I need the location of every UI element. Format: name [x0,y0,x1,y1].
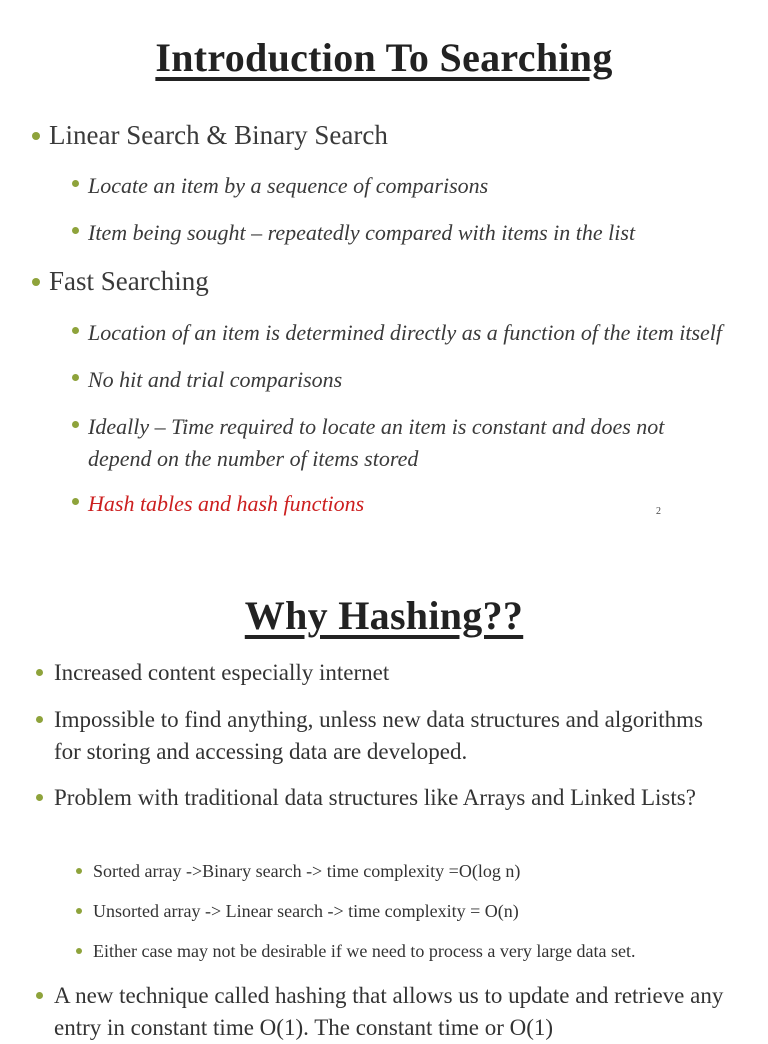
bullet-text: Problem with traditional data structures like Arrays and Linked Lists? [54,785,696,810]
bullet-icon [32,278,40,286]
bullet-icon [36,716,43,723]
bullet-icon [36,992,43,999]
sub-bullet-item [93,938,733,964]
bullet-icon [32,132,40,140]
bullet-text: Sorted array ->Binary search -> time complexity =O(log n) [93,861,521,881]
bullet-text: Item being sought – repeatedly compared with items in the list [88,220,636,245]
sub-bullet-item [88,364,342,396]
bullet-text: Location of an item is determined directly as a function of the item itself [88,320,723,345]
bullet-text: No hit and trial comparisons [88,367,343,392]
bullet-icon [72,498,79,505]
bullet-icon [76,868,82,874]
bullet-text: Ideally – Time required to locate an item is constant and does not depend on the number of items stored [88,414,665,471]
bullet-text: Either case may not be desirable if we need to process a very large data set. [93,941,636,961]
bullet-text: Linear Search & Binary Search [49,120,388,150]
bullet-icon [76,948,82,954]
bullet-item [54,980,734,1044]
sub-bullet-item-highlighted [88,488,364,520]
bullet-text: Fast Searching [49,266,209,296]
bullet-text: Unsorted array -> Linear search -> time complexity = O(n) [93,901,519,921]
sub-bullet-item [88,217,635,249]
bullet-item [54,704,734,768]
bullet-icon [36,669,43,676]
sub-bullet-item [93,858,733,884]
bullet-icon [76,908,82,914]
slide-title: Why Hashing?? [244,593,524,638]
bullet-text: Locate an item by a sequence of comparisons [88,173,489,198]
sub-bullet-item [88,170,488,202]
bullet-icon [72,327,79,334]
bullet-icon [72,227,79,234]
sub-bullet-item [93,898,733,924]
bullet-item [54,657,734,689]
bullet-icon [72,374,79,381]
slide-why-hashing [0,560,768,1040]
bullet-text: Increased content especially internet [54,660,390,685]
page-number: 2 [656,506,661,517]
bullet-item [49,120,388,151]
sub-bullet-item [88,411,728,475]
bullet-text: Impossible to find anything, unless new data structures and algorithms for storing and accessing data are developed. [54,707,703,764]
sub-bullet-item [88,317,722,349]
bullet-item [49,266,209,297]
bullet-text: Hash tables and hash functions [88,491,365,516]
bullet-icon [36,794,43,801]
bullet-text: A new technique called hashing that allows us to update and retrieve any entry in constant time O(1). The constant time or O(1) [54,983,724,1040]
slide-title: Introduction To Searching [155,35,613,80]
bullet-item [54,782,734,814]
bullet-icon [72,421,79,428]
bullet-icon [72,180,79,187]
